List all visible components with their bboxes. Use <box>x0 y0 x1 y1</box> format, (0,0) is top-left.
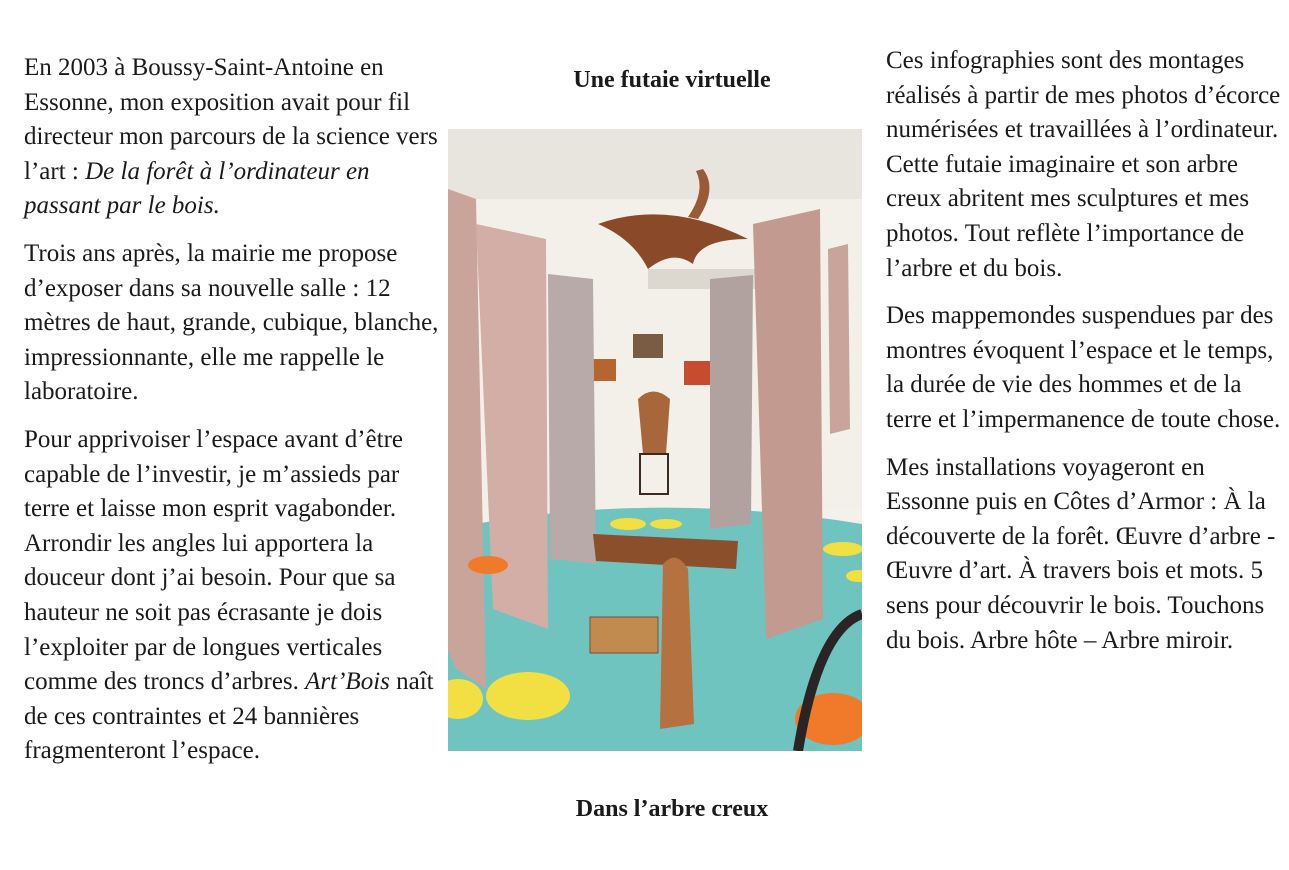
right-paragraph-3: Mes installations voyageront en Essonne puis en Côtes d’Armor : À la découverte de la forêt. Œuvre d’arbre - Œuvre d’art. À travers bois et mots. 5 sens pour découvrir le bois. Touchons du bois. Arbre hôte – Arbre miroir. <box>886 453 1276 654</box>
cushion-yellow <box>610 518 646 530</box>
cushion-yellow <box>486 672 570 720</box>
caption-top: Une futaie virtuelle <box>573 67 771 93</box>
right-paragraph-1: Ces infographies sont des montages réalisés à partir de mes photos d’écorce numérisées et travaillées à l’ordinateur. Cette futaie imaginaire et son arbre creux abritent mes sculptures et mes photos. Tout reflète l’importance de l’arbre et du bois. <box>886 47 1281 282</box>
back-sculpture <box>638 392 670 455</box>
cushion-yellow <box>823 542 862 556</box>
wooden-box <box>590 617 658 653</box>
left-paragraph-2: Trois ans après, la mairie me propose d’exposer dans sa nouvelle salle : 12 mètres de haut, grande, cubique, blanche, impressionnante, elle me rappelle le laboratoire. <box>24 239 439 406</box>
wall-photo <box>633 334 663 358</box>
left-paragraph-3: Pour apprivoiser l’espace avant d’être capable de l’investir, je m’assieds par terre et laisse mon esprit vagabonder. Arrondir les angles lui apportera la douceur dont j’ai besoin. Pour que sa hauteur ne soit pas écrasante je dois l’exploiter par de longues verticales comme des troncs d’arbres. Art’Bois naît de ces contraintes et 24 bannières fragmenteront l’espace. <box>24 425 434 765</box>
left-column <box>24 51 444 782</box>
right-paragraph-2: Des mappemondes suspendues par des montres évoquent l’espace et le temps, la durée de vie des hommes et de la terre et l’impermanence de toute chose. <box>886 302 1281 433</box>
caption-bottom: Dans l’arbre creux <box>575 796 769 822</box>
artbois-title: Art’Bois <box>305 668 390 696</box>
banner-grey-right <box>710 275 753 529</box>
ceiling <box>448 129 862 199</box>
cushion-orange <box>468 556 508 574</box>
banner-far-right <box>828 244 850 434</box>
wall-photo <box>684 361 710 385</box>
exhibition-illustration <box>448 129 862 751</box>
left-paragraph-1: En 2003 à Boussy-Saint-Antoine en Essonne, mon exposition avait pour fil directeur mon parcours de la science vers l’art : De la forêt à l’ordinateur en passant par le bois. <box>24 54 438 220</box>
left-paragraph-1-italic: De la forêt à l’ordinateur en passant par le bois. <box>24 157 370 220</box>
cushion-yellow <box>650 519 682 529</box>
banner-grey-left <box>548 274 596 564</box>
exhibition-photo <box>448 129 862 751</box>
right-column <box>886 44 1281 671</box>
